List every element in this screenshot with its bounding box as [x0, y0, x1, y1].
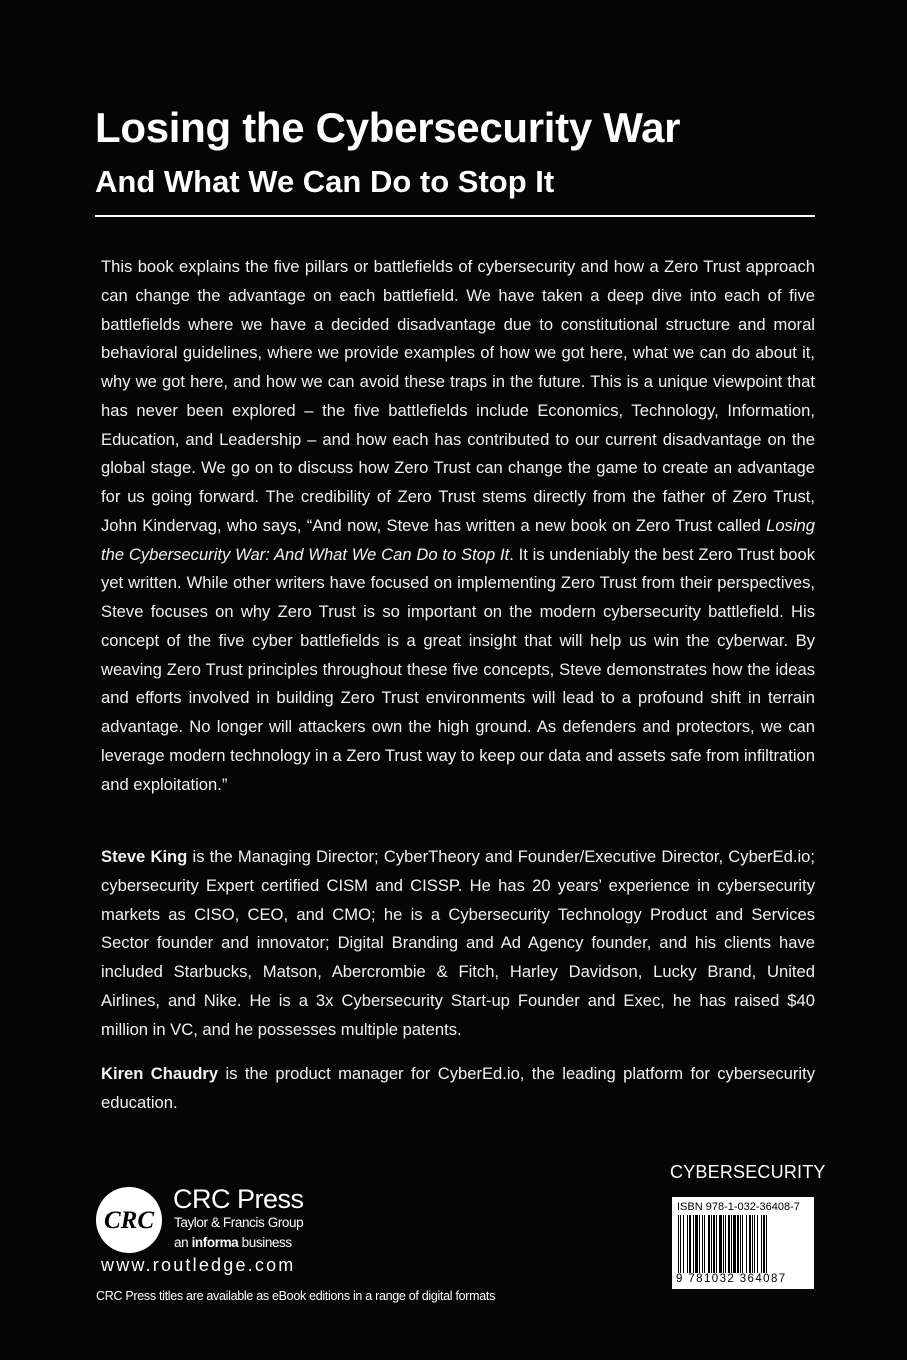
description-text-start: This book explains the five pillars or battlefields of cybersecurity and how a Zero Trust approach can change the advantage on each battlefield. We have taken a deep dive into each of five battlefields where we have a decided disadvantage due to constitutional structure and moral behavioral guidelines, where we provide examples of how we got here, what we can do about it, why we got here, and how we can avoid these traps in the future. This is a unique viewpoint that has never been explored – the five battlefields include Economics, Technology, Information, Education, and Leadership – and how each has contributed to our current disadvantage on the global stage. We go on to discuss how Zero Trust can change the game to create an advantage for us going forward. The credibility of Zero Trust stems directly from the father of Zero Trust, John Kindervag, who says, “And now, Steve has written a new book on Zero Trust called: [101, 257, 815, 535]
informa-suffix: business: [238, 1235, 292, 1250]
isbn-barcode: [672, 1197, 814, 1289]
publisher-group: Taylor & Francis Group: [174, 1215, 304, 1230]
author-bio-text: is the Managing Director; CyberTheory and Founder/Executive Director, CyberEd.io; cybersecurity Expert certified CISM and CISSP. He has 20 years’ experience in cybersecurity markets as CISO, CEO, and CMO; he is a Cybersecurity Technology Product and Services Sector founder and innovator; Digital Branding and Ad Agency founder, and his clients have included Starbucks, Matson, Abercrombie & Fitch, Harley Davidson, Lucky Brand, United Airlines, and Nike. He is a 3x Cybersecurity Start-up Founder and Exec, he has raised $40 million in VC, and he possesses multiple patents.: [101, 847, 815, 1039]
publisher-website: www.routledge.com: [101, 1255, 296, 1275]
author-name: Steve King: [101, 847, 188, 866]
author-bio-kiren-chaudry: [101, 1060, 815, 1118]
book-title: Losing the Cybersecurity War: [95, 104, 681, 151]
crc-press-logo-icon: [95, 1186, 163, 1254]
informa-prefix: an: [174, 1235, 192, 1250]
author-bio-text: is the product manager for CyberEd.io, the leading platform for cybersecurity education.: [101, 1064, 815, 1112]
author-name: Kiren Chaudry: [101, 1064, 219, 1083]
publisher-name: CRC Press: [173, 1184, 304, 1214]
isbn-label: ISBN 978-1-032-36408-7: [677, 1201, 800, 1213]
description-text-end: . It is undeniably the best Zero Trust book yet written. While other writers have focused on implementing Zero Trust from their perspectives, Steve focuses on why Zero Trust is so important on the modern cybersecurity battlefield. His concept of the five cyber battlefields is a great insight that will help us win the cyberwar. By weaving Zero Trust principles throughout these five concepts, Steve demonstrates how the ideas and efforts involved in building Zero Trust environments will lead to a profound shift in terrain advantage. No longer will attackers own the high ground. As defenders and protectors, we can leverage modern technology in a Zero Trust way to keep our data and assets safe from infiltration and exploitation.”: [101, 544, 815, 794]
book-subtitle: And What We Can Do to Stop It: [95, 164, 555, 199]
crc-logo-text: CRC: [103, 1207, 155, 1234]
publisher-informa-line: [174, 1235, 292, 1250]
ebook-availability-note: CRC Press titles are available as eBook editions in a range of digital formats: [96, 1289, 496, 1303]
barcode-digits: 9 781032 364087: [676, 1273, 787, 1285]
description-quoted-title: Losing the Cybersecurity War: And What We Can Do to Stop It: [101, 515, 815, 564]
author-bio-steve-king: [101, 843, 815, 1044]
category-label: CYBERSECURITY: [670, 1162, 826, 1182]
title-divider: [95, 215, 815, 217]
informa-brand: informa: [191, 1235, 239, 1250]
barcode-bars: [678, 1215, 808, 1273]
book-description: [101, 253, 815, 799]
